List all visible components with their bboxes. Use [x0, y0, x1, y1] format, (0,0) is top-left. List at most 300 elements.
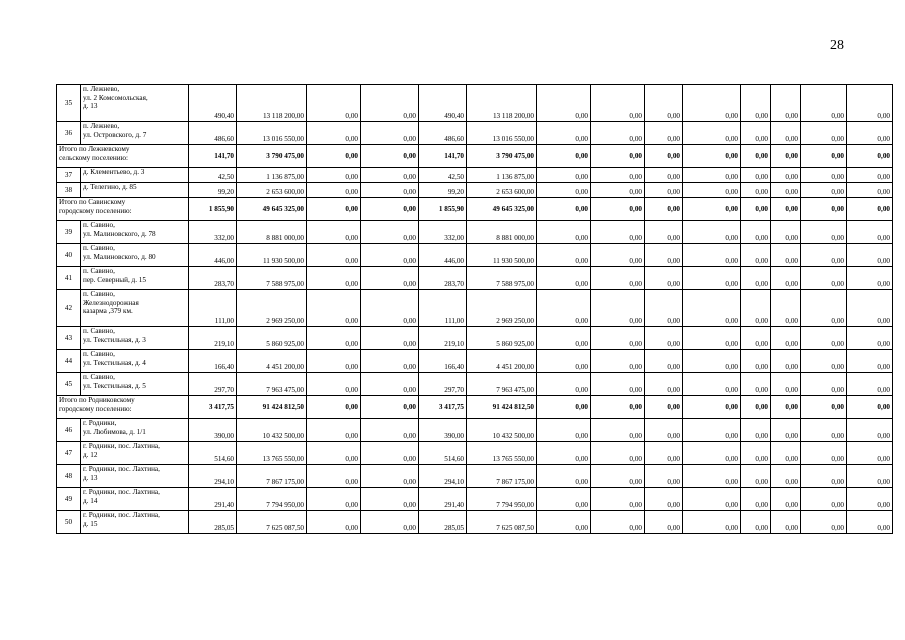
value-cell: 0,00 [847, 350, 893, 373]
value-cell: 0,00 [591, 465, 645, 488]
value-cell: 0,00 [771, 290, 801, 327]
value-cell: 0,00 [683, 85, 741, 122]
value-cell: 0,00 [591, 488, 645, 511]
value-cell: 0,00 [645, 183, 683, 198]
row-number: 37 [57, 168, 81, 183]
address-line: п. Лежнево, [83, 122, 120, 130]
value-cell: 0,00 [847, 168, 893, 183]
table-row [57, 221, 893, 244]
value-cell: 0,00 [645, 267, 683, 290]
value-cell: 0,00 [591, 85, 645, 122]
value-cell: 0,00 [771, 198, 801, 221]
address-line: г. Родники, [83, 419, 117, 427]
value-cell: 0,00 [771, 488, 801, 511]
value-cell: 0,00 [847, 396, 893, 419]
value-cell: 0,00 [645, 145, 683, 168]
value-cell: 0,00 [771, 183, 801, 198]
table-row [57, 373, 893, 396]
value-cell: 0,00 [361, 221, 419, 244]
value-cell: 0,00 [307, 244, 361, 267]
address-cell [81, 290, 189, 327]
value-cell: 0,00 [741, 145, 771, 168]
subtotal-label [57, 145, 189, 168]
value-cell: 0,00 [591, 267, 645, 290]
value-cell: 0,00 [307, 327, 361, 350]
value-cell: 13 118 200,00 [467, 85, 537, 122]
value-cell: 2 653 600,00 [467, 183, 537, 198]
table-row [57, 183, 893, 198]
value-cell: 0,00 [771, 145, 801, 168]
value-cell: 0,00 [771, 267, 801, 290]
value-cell: 0,00 [801, 488, 847, 511]
value-cell: 7 588 975,00 [467, 267, 537, 290]
value-cell: 0,00 [307, 442, 361, 465]
value-cell: 91 424 812,50 [237, 396, 307, 419]
row-number: 41 [57, 267, 81, 290]
value-cell: 0,00 [801, 221, 847, 244]
value-cell: 0,00 [537, 488, 591, 511]
value-cell: 0,00 [307, 350, 361, 373]
value-cell: 219,10 [189, 327, 237, 350]
value-cell: 0,00 [847, 85, 893, 122]
address-cell [81, 244, 189, 267]
value-cell: 0,00 [361, 396, 419, 419]
value-cell: 0,00 [847, 183, 893, 198]
value-cell: 42,50 [419, 168, 467, 183]
address-cell [81, 85, 189, 122]
value-cell: 332,00 [419, 221, 467, 244]
value-cell: 0,00 [645, 244, 683, 267]
value-cell: 0,00 [847, 267, 893, 290]
value-cell: 2 969 250,00 [237, 290, 307, 327]
value-cell: 0,00 [801, 396, 847, 419]
value-cell: 0,00 [537, 290, 591, 327]
value-cell: 49 645 325,00 [467, 198, 537, 221]
value-cell: 446,00 [189, 244, 237, 267]
value-cell: 0,00 [847, 221, 893, 244]
value-cell: 7 625 087,50 [467, 511, 537, 534]
value-cell: 0,00 [741, 221, 771, 244]
address-cell [81, 488, 189, 511]
value-cell: 0,00 [361, 327, 419, 350]
value-cell: 5 860 925,00 [467, 327, 537, 350]
value-cell: 0,00 [591, 183, 645, 198]
value-cell: 42,50 [189, 168, 237, 183]
value-cell: 0,00 [361, 290, 419, 327]
value-cell: 0,00 [307, 373, 361, 396]
value-cell: 0,00 [771, 350, 801, 373]
value-cell: 11 930 500,00 [467, 244, 537, 267]
address-line: п. Савино, [83, 221, 115, 229]
value-cell: 0,00 [683, 198, 741, 221]
value-cell: 49 645 325,00 [237, 198, 307, 221]
value-cell: 0,00 [683, 396, 741, 419]
value-cell: 141,70 [419, 145, 467, 168]
address-line: ул. Любимова, д. 1/1 [83, 427, 146, 436]
value-cell: 0,00 [645, 122, 683, 145]
value-cell: 0,00 [591, 350, 645, 373]
value-cell: 0,00 [537, 85, 591, 122]
value-cell: 0,00 [741, 511, 771, 534]
value-cell: 0,00 [361, 198, 419, 221]
value-cell: 0,00 [847, 122, 893, 145]
value-cell: 0,00 [361, 511, 419, 534]
row-number: 40 [57, 244, 81, 267]
value-cell: 0,00 [591, 168, 645, 183]
address-line: д. Клементьево, д. 3 [83, 168, 145, 176]
value-cell: 0,00 [741, 198, 771, 221]
value-cell: 0,00 [591, 327, 645, 350]
value-cell: 0,00 [537, 244, 591, 267]
value-cell: 0,00 [801, 267, 847, 290]
row-number: 35 [57, 85, 81, 122]
value-cell: 7 963 475,00 [467, 373, 537, 396]
value-cell: 0,00 [645, 396, 683, 419]
address-line: п. Савино, [83, 267, 115, 275]
value-cell: 283,70 [419, 267, 467, 290]
value-cell: 141,70 [189, 145, 237, 168]
subtotal-label-line: Итого по Лежневскому [59, 145, 130, 153]
value-cell: 13 016 550,00 [237, 122, 307, 145]
value-cell: 514,60 [419, 442, 467, 465]
value-cell: 0,00 [361, 267, 419, 290]
row-number: 39 [57, 221, 81, 244]
value-cell: 3 417,75 [189, 396, 237, 419]
value-cell: 0,00 [361, 145, 419, 168]
value-cell: 0,00 [307, 267, 361, 290]
value-cell: 0,00 [307, 290, 361, 327]
value-cell: 0,00 [645, 465, 683, 488]
value-cell: 0,00 [801, 244, 847, 267]
address-cell [81, 327, 189, 350]
table-row [57, 419, 893, 442]
address-cell [81, 221, 189, 244]
row-number: 49 [57, 488, 81, 511]
address-line: ул. Малиновского, д. 80 [83, 252, 156, 261]
address-cell [81, 442, 189, 465]
value-cell: 486,60 [419, 122, 467, 145]
value-cell: 0,00 [307, 396, 361, 419]
value-cell: 4 451 200,00 [237, 350, 307, 373]
address-line: п. Савино, [83, 244, 115, 252]
value-cell: 0,00 [741, 396, 771, 419]
subtotal-label-line: Итого по Родниковскому [59, 396, 135, 404]
value-cell: 0,00 [645, 327, 683, 350]
value-cell: 0,00 [801, 442, 847, 465]
value-cell: 0,00 [645, 373, 683, 396]
address-line: ул. 2 Комсомольская, [83, 93, 148, 102]
value-cell: 0,00 [683, 488, 741, 511]
subtotal-label [57, 198, 189, 221]
value-cell: 7 794 950,00 [237, 488, 307, 511]
value-cell: 0,00 [801, 145, 847, 168]
value-cell: 0,00 [537, 198, 591, 221]
address-line: д. Телегино, д. 85 [83, 183, 137, 191]
address-line: ул. Текстильная, д. 3 [83, 335, 146, 344]
address-line: д. 12 [83, 450, 98, 459]
value-cell: 0,00 [537, 465, 591, 488]
value-cell: 0,00 [307, 145, 361, 168]
value-cell: 0,00 [307, 465, 361, 488]
table-row [57, 327, 893, 350]
value-cell: 7 867 175,00 [467, 465, 537, 488]
value-cell: 13 118 200,00 [237, 85, 307, 122]
value-cell: 0,00 [361, 488, 419, 511]
address-line: д. 13 [83, 102, 98, 111]
value-cell: 0,00 [771, 221, 801, 244]
value-cell: 1 136 875,00 [467, 168, 537, 183]
value-cell: 0,00 [591, 442, 645, 465]
row-number: 44 [57, 350, 81, 373]
value-cell: 0,00 [801, 198, 847, 221]
address-line: ул. Текстильная, д. 5 [83, 381, 146, 390]
value-cell: 3 790 475,00 [237, 145, 307, 168]
value-cell: 0,00 [361, 168, 419, 183]
data-table [56, 84, 893, 534]
value-cell: 0,00 [307, 511, 361, 534]
value-cell: 0,00 [801, 350, 847, 373]
subtotal-row [57, 396, 893, 419]
value-cell: 0,00 [801, 85, 847, 122]
value-cell: 0,00 [847, 327, 893, 350]
value-cell: 91 424 812,50 [467, 396, 537, 419]
value-cell: 0,00 [741, 419, 771, 442]
value-cell: 0,00 [801, 168, 847, 183]
value-cell: 285,05 [189, 511, 237, 534]
value-cell: 0,00 [771, 85, 801, 122]
value-cell: 99,20 [189, 183, 237, 198]
table-row [57, 168, 893, 183]
value-cell: 0,00 [683, 419, 741, 442]
value-cell: 0,00 [361, 373, 419, 396]
value-cell: 8 881 000,00 [237, 221, 307, 244]
value-cell: 0,00 [537, 442, 591, 465]
value-cell: 0,00 [741, 290, 771, 327]
value-cell: 0,00 [683, 168, 741, 183]
value-cell: 0,00 [683, 327, 741, 350]
value-cell: 283,70 [189, 267, 237, 290]
value-cell: 0,00 [741, 168, 771, 183]
value-cell: 0,00 [771, 442, 801, 465]
value-cell: 0,00 [645, 488, 683, 511]
subtotal-label-line: сельскому поселению: [59, 153, 128, 162]
value-cell: 0,00 [741, 373, 771, 396]
value-cell: 8 881 000,00 [467, 221, 537, 244]
table-row [57, 442, 893, 465]
value-cell: 13 765 550,00 [237, 442, 307, 465]
value-cell: 0,00 [537, 396, 591, 419]
address-cell [81, 183, 189, 198]
value-cell: 0,00 [591, 122, 645, 145]
row-number: 38 [57, 183, 81, 198]
value-cell: 0,00 [683, 442, 741, 465]
value-cell: 0,00 [847, 373, 893, 396]
page-number: 28 [830, 38, 844, 53]
value-cell: 390,00 [419, 419, 467, 442]
value-cell: 0,00 [771, 168, 801, 183]
address-line: п. Савино, [83, 373, 115, 381]
value-cell: 0,00 [683, 244, 741, 267]
value-cell: 0,00 [591, 290, 645, 327]
address-line: пер. Северный, д. 15 [83, 275, 146, 284]
value-cell: 0,00 [537, 145, 591, 168]
value-cell: 0,00 [591, 145, 645, 168]
value-cell: 4 451 200,00 [467, 350, 537, 373]
value-cell: 0,00 [361, 183, 419, 198]
address-line: казарма ,379 км. [83, 307, 133, 316]
value-cell: 0,00 [307, 221, 361, 244]
table-row [57, 85, 893, 122]
value-cell: 297,70 [189, 373, 237, 396]
value-cell: 0,00 [591, 244, 645, 267]
value-cell: 3 417,75 [419, 396, 467, 419]
value-cell: 0,00 [591, 198, 645, 221]
address-line: ул. Островского, д. 7 [83, 130, 147, 139]
value-cell: 446,00 [419, 244, 467, 267]
value-cell: 7 794 950,00 [467, 488, 537, 511]
address-line: г. Родники, пос. Лахтина, [83, 442, 160, 450]
value-cell: 0,00 [537, 122, 591, 145]
value-cell: 0,00 [591, 419, 645, 442]
value-cell: 285,05 [419, 511, 467, 534]
value-cell: 514,60 [189, 442, 237, 465]
value-cell: 0,00 [847, 198, 893, 221]
value-cell: 0,00 [847, 465, 893, 488]
subtotal-label-line: Итого по Савинскому [59, 198, 126, 206]
value-cell: 0,00 [645, 511, 683, 534]
row-number: 48 [57, 465, 81, 488]
value-cell: 0,00 [741, 350, 771, 373]
address-line: ул. Малиновского, д. 78 [83, 229, 156, 238]
value-cell: 0,00 [645, 198, 683, 221]
subtotal-row [57, 198, 893, 221]
value-cell: 7 963 475,00 [237, 373, 307, 396]
value-cell: 0,00 [591, 511, 645, 534]
value-cell: 0,00 [683, 183, 741, 198]
value-cell: 0,00 [537, 511, 591, 534]
address-cell [81, 267, 189, 290]
value-cell: 10 432 500,00 [467, 419, 537, 442]
value-cell: 0,00 [847, 442, 893, 465]
table-row [57, 267, 893, 290]
value-cell: 166,40 [189, 350, 237, 373]
value-cell: 0,00 [847, 244, 893, 267]
value-cell: 1 855,90 [419, 198, 467, 221]
table-row [57, 488, 893, 511]
value-cell: 490,40 [189, 85, 237, 122]
address-cell [81, 419, 189, 442]
value-cell: 0,00 [771, 244, 801, 267]
value-cell: 219,10 [419, 327, 467, 350]
value-cell: 5 860 925,00 [237, 327, 307, 350]
value-cell: 0,00 [645, 290, 683, 327]
value-cell: 0,00 [771, 419, 801, 442]
table-row [57, 290, 893, 327]
value-cell: 291,40 [419, 488, 467, 511]
address-line: г. Родники, пос. Лахтина, [83, 488, 160, 496]
value-cell: 0,00 [847, 290, 893, 327]
value-cell: 0,00 [683, 511, 741, 534]
value-cell: 3 790 475,00 [467, 145, 537, 168]
value-cell: 0,00 [645, 168, 683, 183]
value-cell: 0,00 [361, 244, 419, 267]
value-cell: 0,00 [361, 350, 419, 373]
value-cell: 0,00 [683, 122, 741, 145]
value-cell: 0,00 [307, 168, 361, 183]
value-cell: 0,00 [645, 221, 683, 244]
value-cell: 0,00 [771, 327, 801, 350]
address-cell [81, 168, 189, 183]
address-line: г. Родники, пос. Лахтина, [83, 465, 160, 473]
value-cell: 0,00 [361, 465, 419, 488]
value-cell: 0,00 [537, 267, 591, 290]
value-cell: 0,00 [741, 183, 771, 198]
value-cell: 0,00 [801, 183, 847, 198]
value-cell: 1 136 875,00 [237, 168, 307, 183]
address-line: д. 13 [83, 473, 98, 482]
value-cell: 0,00 [771, 465, 801, 488]
value-cell: 0,00 [847, 511, 893, 534]
value-cell: 0,00 [847, 419, 893, 442]
table-row [57, 465, 893, 488]
value-cell: 0,00 [537, 183, 591, 198]
table-row [57, 122, 893, 145]
value-cell: 0,00 [307, 85, 361, 122]
value-cell: 10 432 500,00 [237, 419, 307, 442]
value-cell: 0,00 [307, 198, 361, 221]
row-number: 45 [57, 373, 81, 396]
address-cell [81, 122, 189, 145]
value-cell: 0,00 [361, 122, 419, 145]
value-cell: 0,00 [847, 488, 893, 511]
address-cell [81, 465, 189, 488]
value-cell: 1 855,90 [189, 198, 237, 221]
address-line: п. Савино, [83, 350, 115, 358]
value-cell: 0,00 [801, 419, 847, 442]
value-cell: 0,00 [591, 396, 645, 419]
row-number: 42 [57, 290, 81, 327]
table-row [57, 511, 893, 534]
value-cell: 0,00 [741, 85, 771, 122]
value-cell: 0,00 [361, 442, 419, 465]
value-cell: 0,00 [683, 145, 741, 168]
value-cell: 99,20 [419, 183, 467, 198]
value-cell: 7 625 087,50 [237, 511, 307, 534]
table-row [57, 244, 893, 267]
value-cell: 0,00 [741, 465, 771, 488]
value-cell: 0,00 [361, 85, 419, 122]
row-number: 36 [57, 122, 81, 145]
value-cell: 490,40 [419, 85, 467, 122]
subtotal-label [57, 396, 189, 419]
value-cell: 390,00 [189, 419, 237, 442]
address-line: ул. Текстильная, д. 4 [83, 358, 146, 367]
value-cell: 0,00 [741, 267, 771, 290]
value-cell: 0,00 [537, 419, 591, 442]
value-cell: 0,00 [307, 183, 361, 198]
value-cell: 0,00 [361, 419, 419, 442]
address-line: г. Родники, пос. Лахтина, [83, 511, 160, 519]
value-cell: 0,00 [645, 350, 683, 373]
value-cell: 0,00 [645, 442, 683, 465]
value-cell: 294,10 [189, 465, 237, 488]
value-cell: 0,00 [741, 488, 771, 511]
address-line: п. Лежнево, [83, 85, 120, 93]
value-cell: 0,00 [683, 290, 741, 327]
value-cell: 332,00 [189, 221, 237, 244]
table-row [57, 350, 893, 373]
value-cell: 7 588 975,00 [237, 267, 307, 290]
